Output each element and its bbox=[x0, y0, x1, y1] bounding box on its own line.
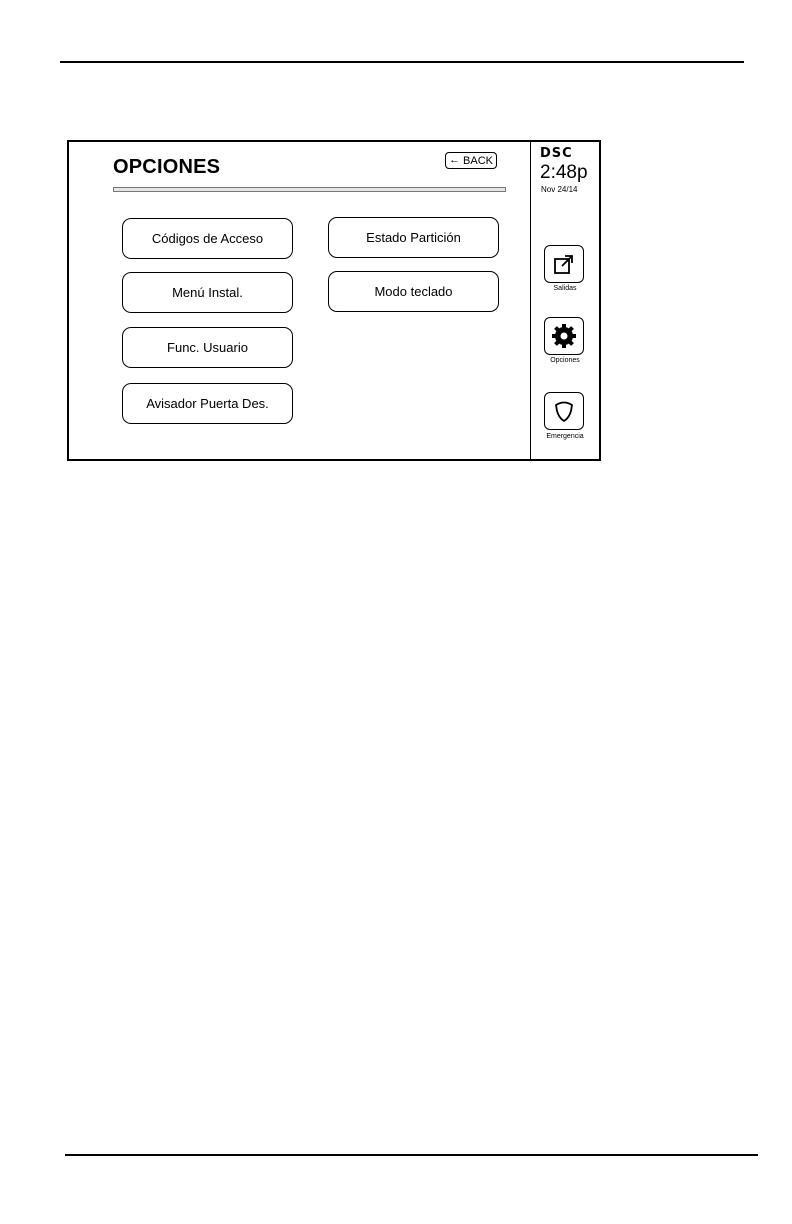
back-label: BACK bbox=[463, 154, 493, 167]
back-button[interactable] bbox=[445, 152, 497, 169]
shield-icon bbox=[553, 399, 575, 423]
back-arrow-icon: ← bbox=[449, 154, 461, 166]
keypad-screen bbox=[67, 140, 601, 461]
installer-menu-button[interactable]: Menú Instal. bbox=[122, 272, 293, 313]
page-bottom-rule bbox=[65, 1154, 758, 1156]
clock-time: 2:48p bbox=[540, 162, 588, 183]
user-functions-button[interactable]: Func. Usuario bbox=[122, 327, 293, 368]
options-side-button[interactable] bbox=[544, 317, 584, 355]
options-panel bbox=[69, 142, 531, 459]
emergency-label: Emergencia bbox=[546, 433, 584, 440]
outputs-icon bbox=[552, 252, 576, 276]
page-title: OPCIONES bbox=[113, 156, 221, 178]
keypad-mode-button[interactable]: Modo teclado bbox=[328, 271, 499, 312]
outputs-button[interactable] bbox=[544, 245, 584, 283]
page-top-rule bbox=[60, 61, 744, 63]
gear-icon bbox=[551, 323, 577, 349]
door-chime-button[interactable]: Avisador Puerta Des. bbox=[122, 383, 293, 424]
emergency-button[interactable] bbox=[544, 392, 584, 430]
access-codes-button[interactable]: Códigos de Acceso bbox=[122, 218, 293, 259]
options-label: Opciones bbox=[550, 357, 580, 364]
partition-status-button[interactable]: Estado Partición bbox=[328, 217, 499, 258]
sidebar bbox=[531, 142, 599, 459]
title-underline-bar bbox=[113, 187, 506, 192]
dsc-logo: DSC bbox=[540, 146, 573, 161]
clock-date: Nov 24/14 bbox=[541, 185, 578, 194]
outputs-label: Salidas bbox=[553, 285, 577, 292]
